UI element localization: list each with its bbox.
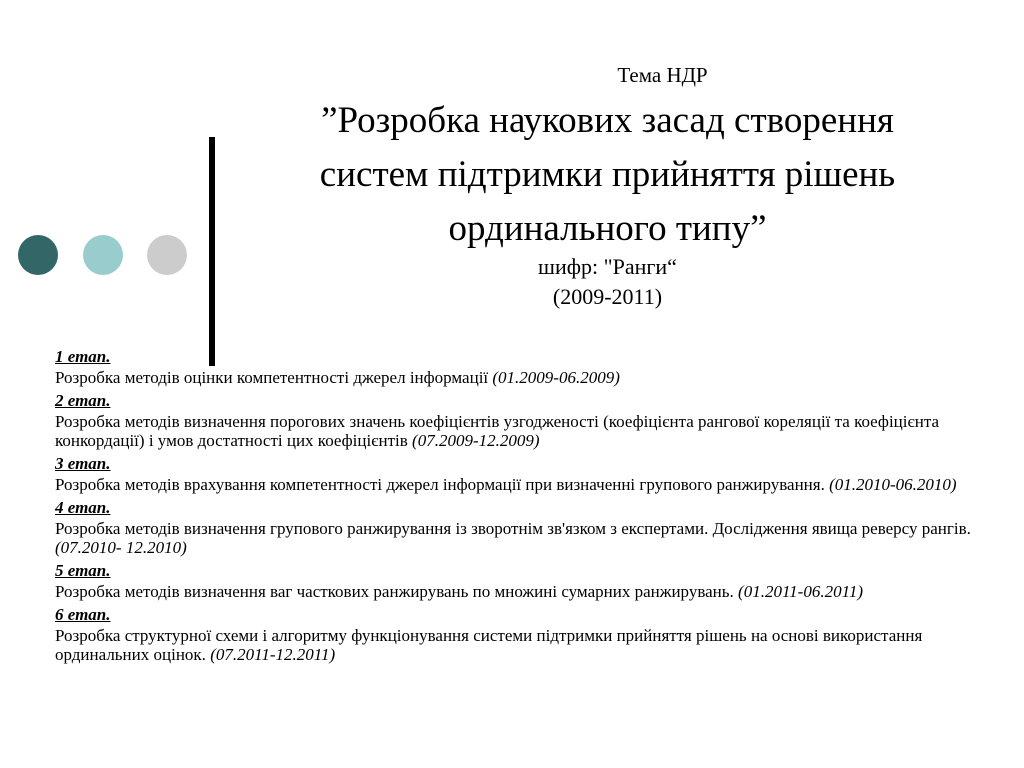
stage-date: (01.2009-06.2009) (492, 368, 620, 387)
stage-date: (07.2010- 12.2010) (55, 538, 187, 557)
title-line: ординального типу” (448, 208, 767, 249)
slide-header (240, 62, 975, 312)
topic-label: Тема НДР (617, 63, 708, 87)
stage-text: Розробка методів врахування компетентності джерел інформації при визначенні групового ранжирування. (55, 475, 830, 494)
stage-text: Розробка методів визначення групового ранжирування із зворотнім зв'язком з експертами. Дослідження явища реверсу рангів. (55, 519, 971, 538)
stage-item (55, 560, 985, 601)
stage-text: Розробка методів визначення порогових значень коефіцієнтів узгодженості (коефіцієнта рангової кореляції та коефіцієнта конкордації) і умов достатності цих коефіцієнтів (55, 412, 940, 450)
stage-description (55, 368, 985, 387)
stage-item (55, 390, 985, 450)
project-years: (2009-2011) (552, 284, 663, 309)
stage-description (55, 626, 985, 664)
project-code: шифр: "Ранги“ (538, 254, 677, 279)
stage-item (55, 453, 985, 494)
stage-label: 1 етап. (55, 347, 111, 366)
stage-date: (01.2010-06.2010) (829, 475, 957, 494)
stage-item (55, 604, 985, 664)
stage-description (55, 475, 985, 494)
decorative-dot-light-gray (147, 235, 187, 275)
stage-date: (07.2011-12.2011) (210, 645, 336, 664)
stage-label: 5 етап. (55, 561, 111, 580)
stage-text: Розробка методів оцінки компетентності джерел інформації (55, 368, 493, 387)
stage-label: 3 етап. (55, 454, 111, 473)
stage-description (55, 412, 985, 450)
stage-text: Розробка структурної схеми і алгоритму функціонування системи підтримки прийняття рішень на основі використання ординальних оцінок. (55, 626, 923, 664)
title-line: систем підтримки прийняття рішень (319, 154, 896, 195)
stage-date: (01.2011-06.2011) (738, 582, 863, 601)
stage-date: (07.2009-12.2009) (412, 431, 540, 450)
stage-item (55, 346, 985, 387)
stage-item (55, 497, 985, 557)
stage-label: 6 етап. (55, 605, 111, 624)
decorative-dot-dark-teal (18, 235, 58, 275)
stage-label: 2 етап. (55, 391, 111, 410)
stages-list (55, 346, 985, 667)
title-line: ”Розробка наукових засад створення (321, 100, 894, 141)
stage-label: 4 етап. (55, 498, 111, 517)
stage-description (55, 519, 985, 557)
slide-title (240, 94, 975, 256)
decorative-dot-light-teal (83, 235, 123, 275)
stage-description (55, 582, 985, 601)
stage-text: Розробка методів визначення ваг часткових ранжирувань по множині сумарних ранжирувань. (55, 582, 739, 601)
vertical-divider (209, 137, 215, 366)
